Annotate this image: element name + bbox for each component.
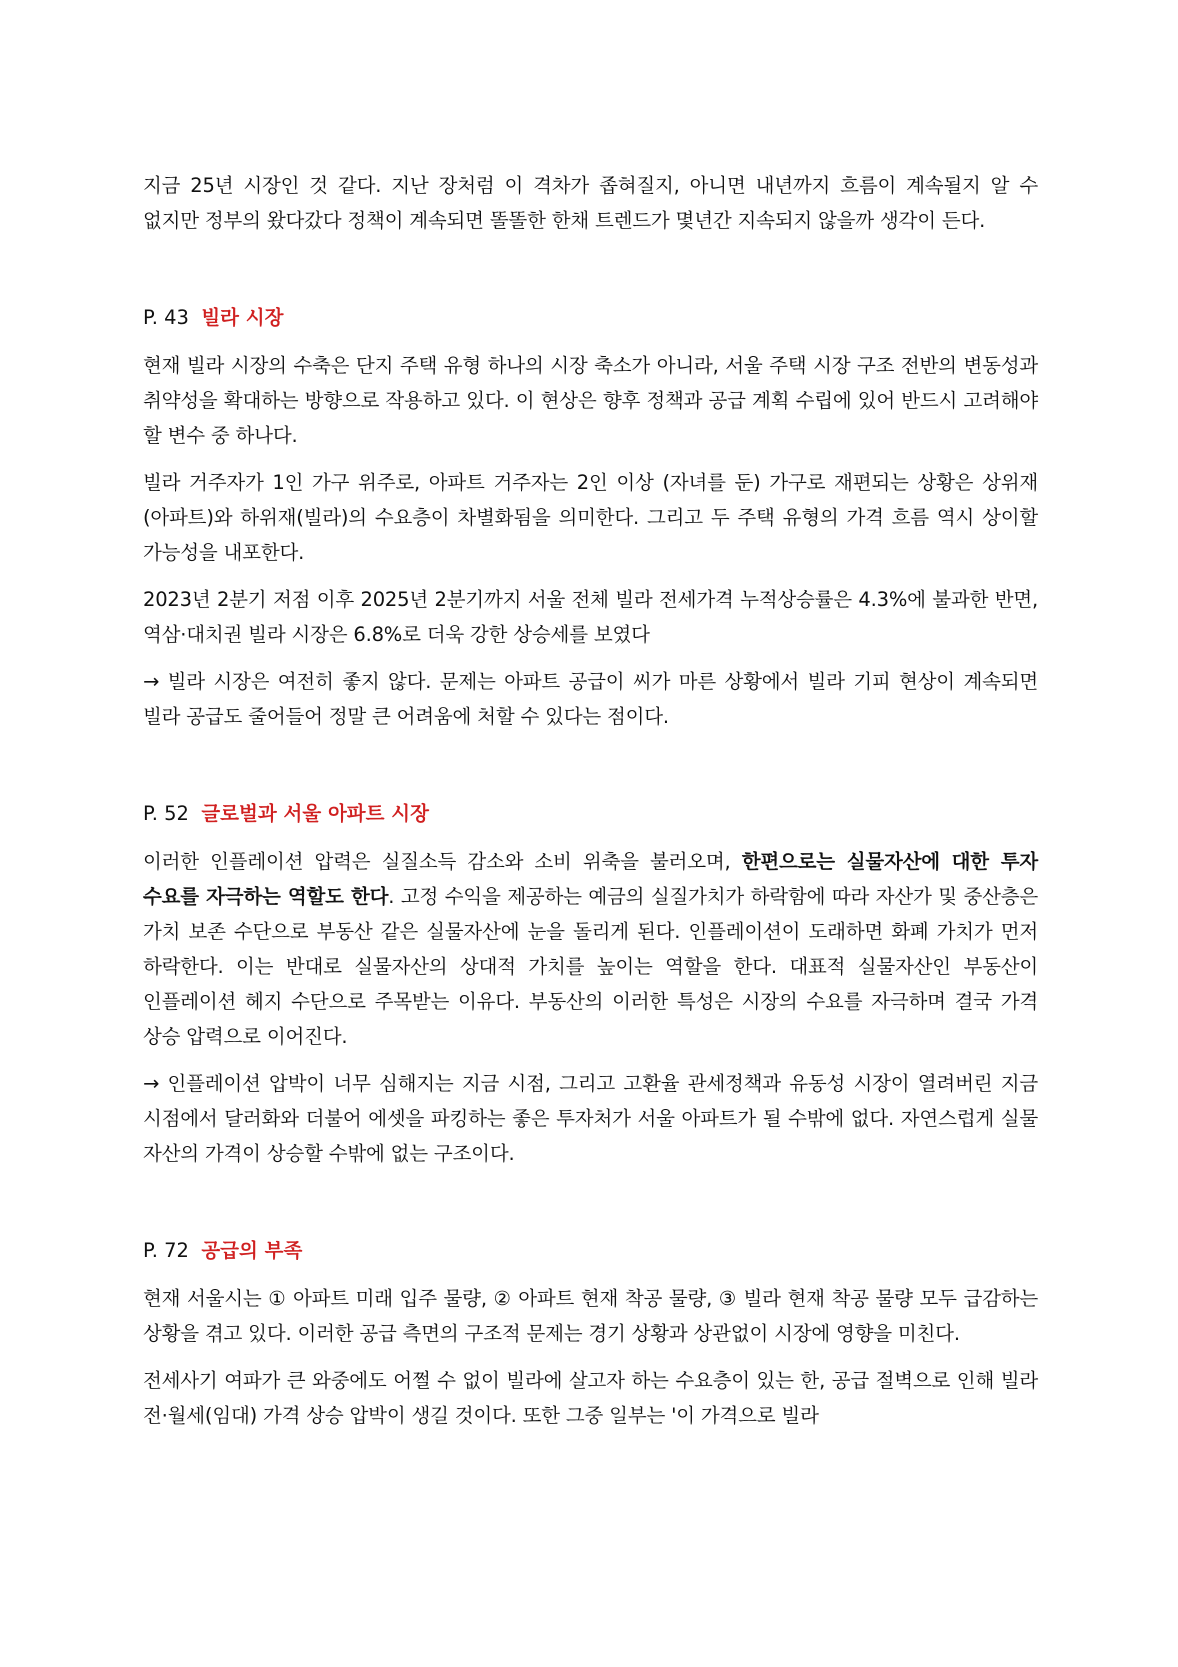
section-title: 빌라 시장 [201,306,284,329]
commentary-paragraph: → 빌라 시장은 여전히 좋지 않다. 문제는 아파트 공급이 씨가 마른 상황에서 빌라 기피 현상이 계속되면 빌라 공급도 줄어들어 정말 큰 어려움에 처할 수 있다는 점이다. [143,670,1038,728]
section-heading-villa-market [143,300,1038,335]
page-reference: P. 72 [143,1239,189,1262]
page-reference: P. 43 [143,306,189,329]
section-heading-supply-shortage [143,1233,1038,1268]
body-paragraph: 전세사기 여파가 큰 와중에도 어쩔 수 없이 빌라에 살고자 하는 수요층이 있는 한, 공급 절벽으로 인해 빌라 전·월세(임대) 가격 상승 압박이 생길 것이다. 또한 그중 일부는 '이 가격으로 빌라 [143,1369,1038,1427]
section-title: 글로벌과 서울 아파트 시장 [201,802,429,825]
section-heading-global-seoul-apartment [143,796,1038,831]
document-page [143,168,1038,1433]
bold-emphasis: 한편으로는 실물자산에 대한 투자 수요를 자극하는 역할도 한다 [143,850,1038,908]
body-paragraph: 빌라 거주자가 1인 가구 위주로, 아파트 거주자는 2인 이상 (자녀를 둔) 가구로 재편되는 상황은 상위재(아파트)와 하위재(빌라)의 수요층이 차별화됨을 의미한다. 그리고 두 주택 유형의 가격 흐름 역시 상이할 가능성을 내포한다. [143,471,1038,564]
body-paragraph: 2023년 2분기 저점 이후 2025년 2분기까지 서울 전체 빌라 전세가격 누적상승률은 4.3%에 불과한 반면, 역삼·대치권 빌라 시장은 6.8%로 더욱 강한 상승세를 보였다 [143,588,1038,646]
section-title: 공급의 부족 [201,1239,303,1262]
paragraph-rest: . 고정 수익을 제공하는 예금의 실질가치가 하락함에 따라 자산가 및 중산층은 가치 보존 수단으로 부동산 같은 실물자산에 눈을 돌리게 된다. 인플레이션이 도래하면 화폐 가치가 먼저 하락한다. 이는 반대로 실물자산의 상대적 가치를 높이는 역할을 한다. 대표적 실물자산인 부동산이 인플레이션 헤지 수단으로 주목받는 이유다. 부동산의 이러한 특성은 시장의 수요를 자극하며 결국 가격 상승 압력으로 이어진다. [143,885,1038,1048]
intro-paragraph: 지금 25년 시장인 것 같다. 지난 장처럼 이 격차가 좁혀질지, 아니면 내년까지 흐름이 계속될지 알 수 없지만 정부의 왔다갔다 정책이 계속되면 똘똘한 한채 트렌드가 몇년간 지속되지 않을까 생각이 든다. [143,174,1038,232]
body-paragraph [143,844,1038,1054]
body-paragraph: 현재 서울시는 ① 아파트 미래 입주 물량, ② 아파트 현재 착공 물량, ③ 빌라 현재 착공 물량 모두 급감하는 상황을 겪고 있다. 이러한 공급 측면의 구조적 문제는 경기 상황과 상관없이 시장에 영향을 미친다. [143,1287,1038,1345]
paragraph-lead: 이러한 인플레이션 압력은 실질소득 감소와 소비 위축을 불러오며, [143,850,742,873]
page-reference: P. 52 [143,802,189,825]
body-paragraph: 현재 빌라 시장의 수축은 단지 주택 유형 하나의 시장 축소가 아니라, 서울 주택 시장 구조 전반의 변동성과 취약성을 확대하는 방향으로 작용하고 있다. 이 현상은 향후 정책과 공급 계획 수립에 있어 반드시 고려해야 할 변수 중 하나다. [143,354,1038,447]
commentary-paragraph: → 인플레이션 압박이 너무 심해지는 지금 시점, 그리고 고환율 관세정책과 유동성 시장이 열려버린 지금 시점에서 달러화와 더불어 에셋을 파킹하는 좋은 투자처가 서울 아파트가 될 수밖에 없다. 자연스럽게 실물 자산의 가격이 상승할 수밖에 없는 구조이다. [143,1072,1038,1165]
